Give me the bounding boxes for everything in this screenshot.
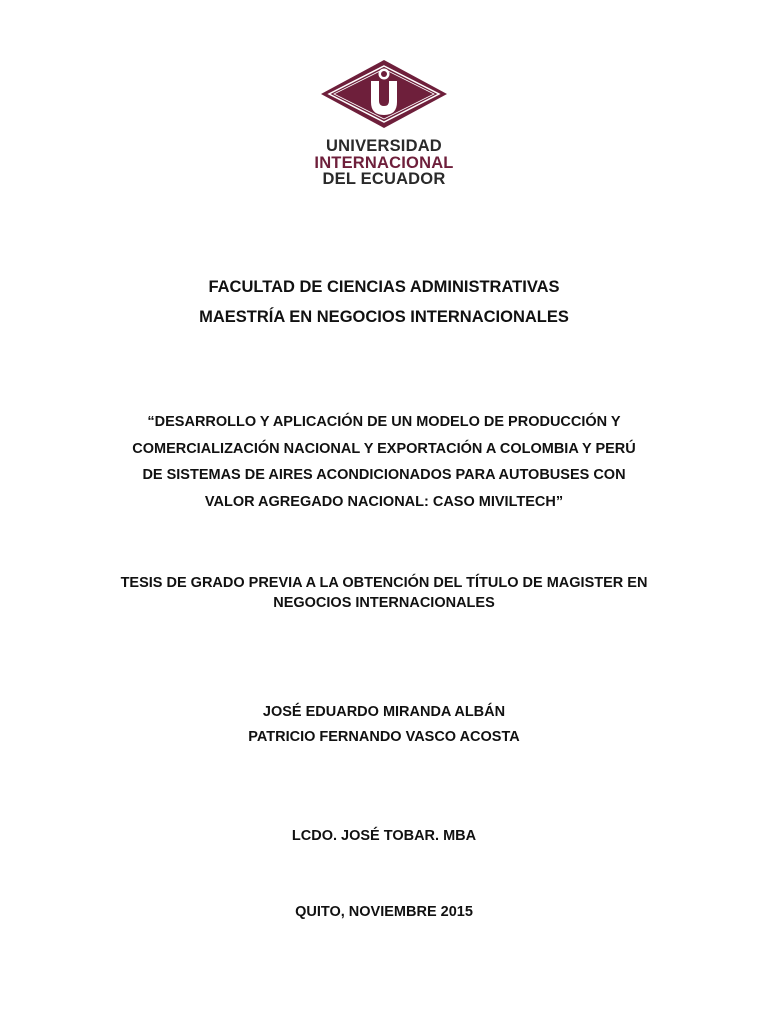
thesis-title-line-1: “DESARROLLO Y APLICACIÓN DE UN MODELO DE PRODUCCIÓN Y [147, 414, 621, 430]
author-2: PATRICIO FERNANDO VASCO ACOSTA [248, 729, 520, 745]
thesis-title-line-3: DE SISTEMAS DE AIRES ACONDICIONADOS PARA AUTOBUSES CON [142, 467, 626, 483]
thesis-title-line-4: VALOR AGREGADO NACIONAL: CASO MIVILTECH” [204, 493, 564, 510]
faculty-heading [0, 272, 768, 332]
thesis-title-line-2: COMERCIALIZACIÓN NACIONAL Y EXPORTACIÓN A COLOMBIA Y PERÚ [132, 440, 636, 457]
program-name: MAESTRÍA EN NEGOCIOS INTERNACIONALES [199, 308, 569, 326]
university-name-line-3: DEL ECUADOR [322, 170, 446, 188]
university-logo [0, 58, 768, 188]
university-name [0, 138, 768, 188]
faculty-name: FACULTAD DE CIENCIAS ADMINISTRATIVAS [208, 278, 560, 296]
university-name-line-1: UNIVERSIDAD [326, 137, 442, 155]
place-date-text: QUITO, NOVIEMBRE 2015 [295, 904, 473, 920]
place-date [0, 902, 768, 922]
advisor [0, 826, 768, 846]
degree-statement-line-1: TESIS DE GRADO PREVIA A LA OBTENCIÓN DEL TÍTULO DE MAGISTER EN [120, 575, 648, 591]
thesis-title [0, 409, 768, 515]
university-crest-icon [319, 58, 449, 130]
university-name-line-2: INTERNACIONAL [314, 153, 454, 172]
degree-statement-line-2: NEGOCIOS INTERNACIONALES [273, 595, 495, 611]
author-1: JOSÉ EDUARDO MIRANDA ALBÁN [262, 704, 506, 720]
authors [0, 700, 768, 750]
degree-statement [0, 573, 768, 613]
advisor-name: LCDO. JOSÉ TOBAR. MBA [291, 828, 477, 844]
